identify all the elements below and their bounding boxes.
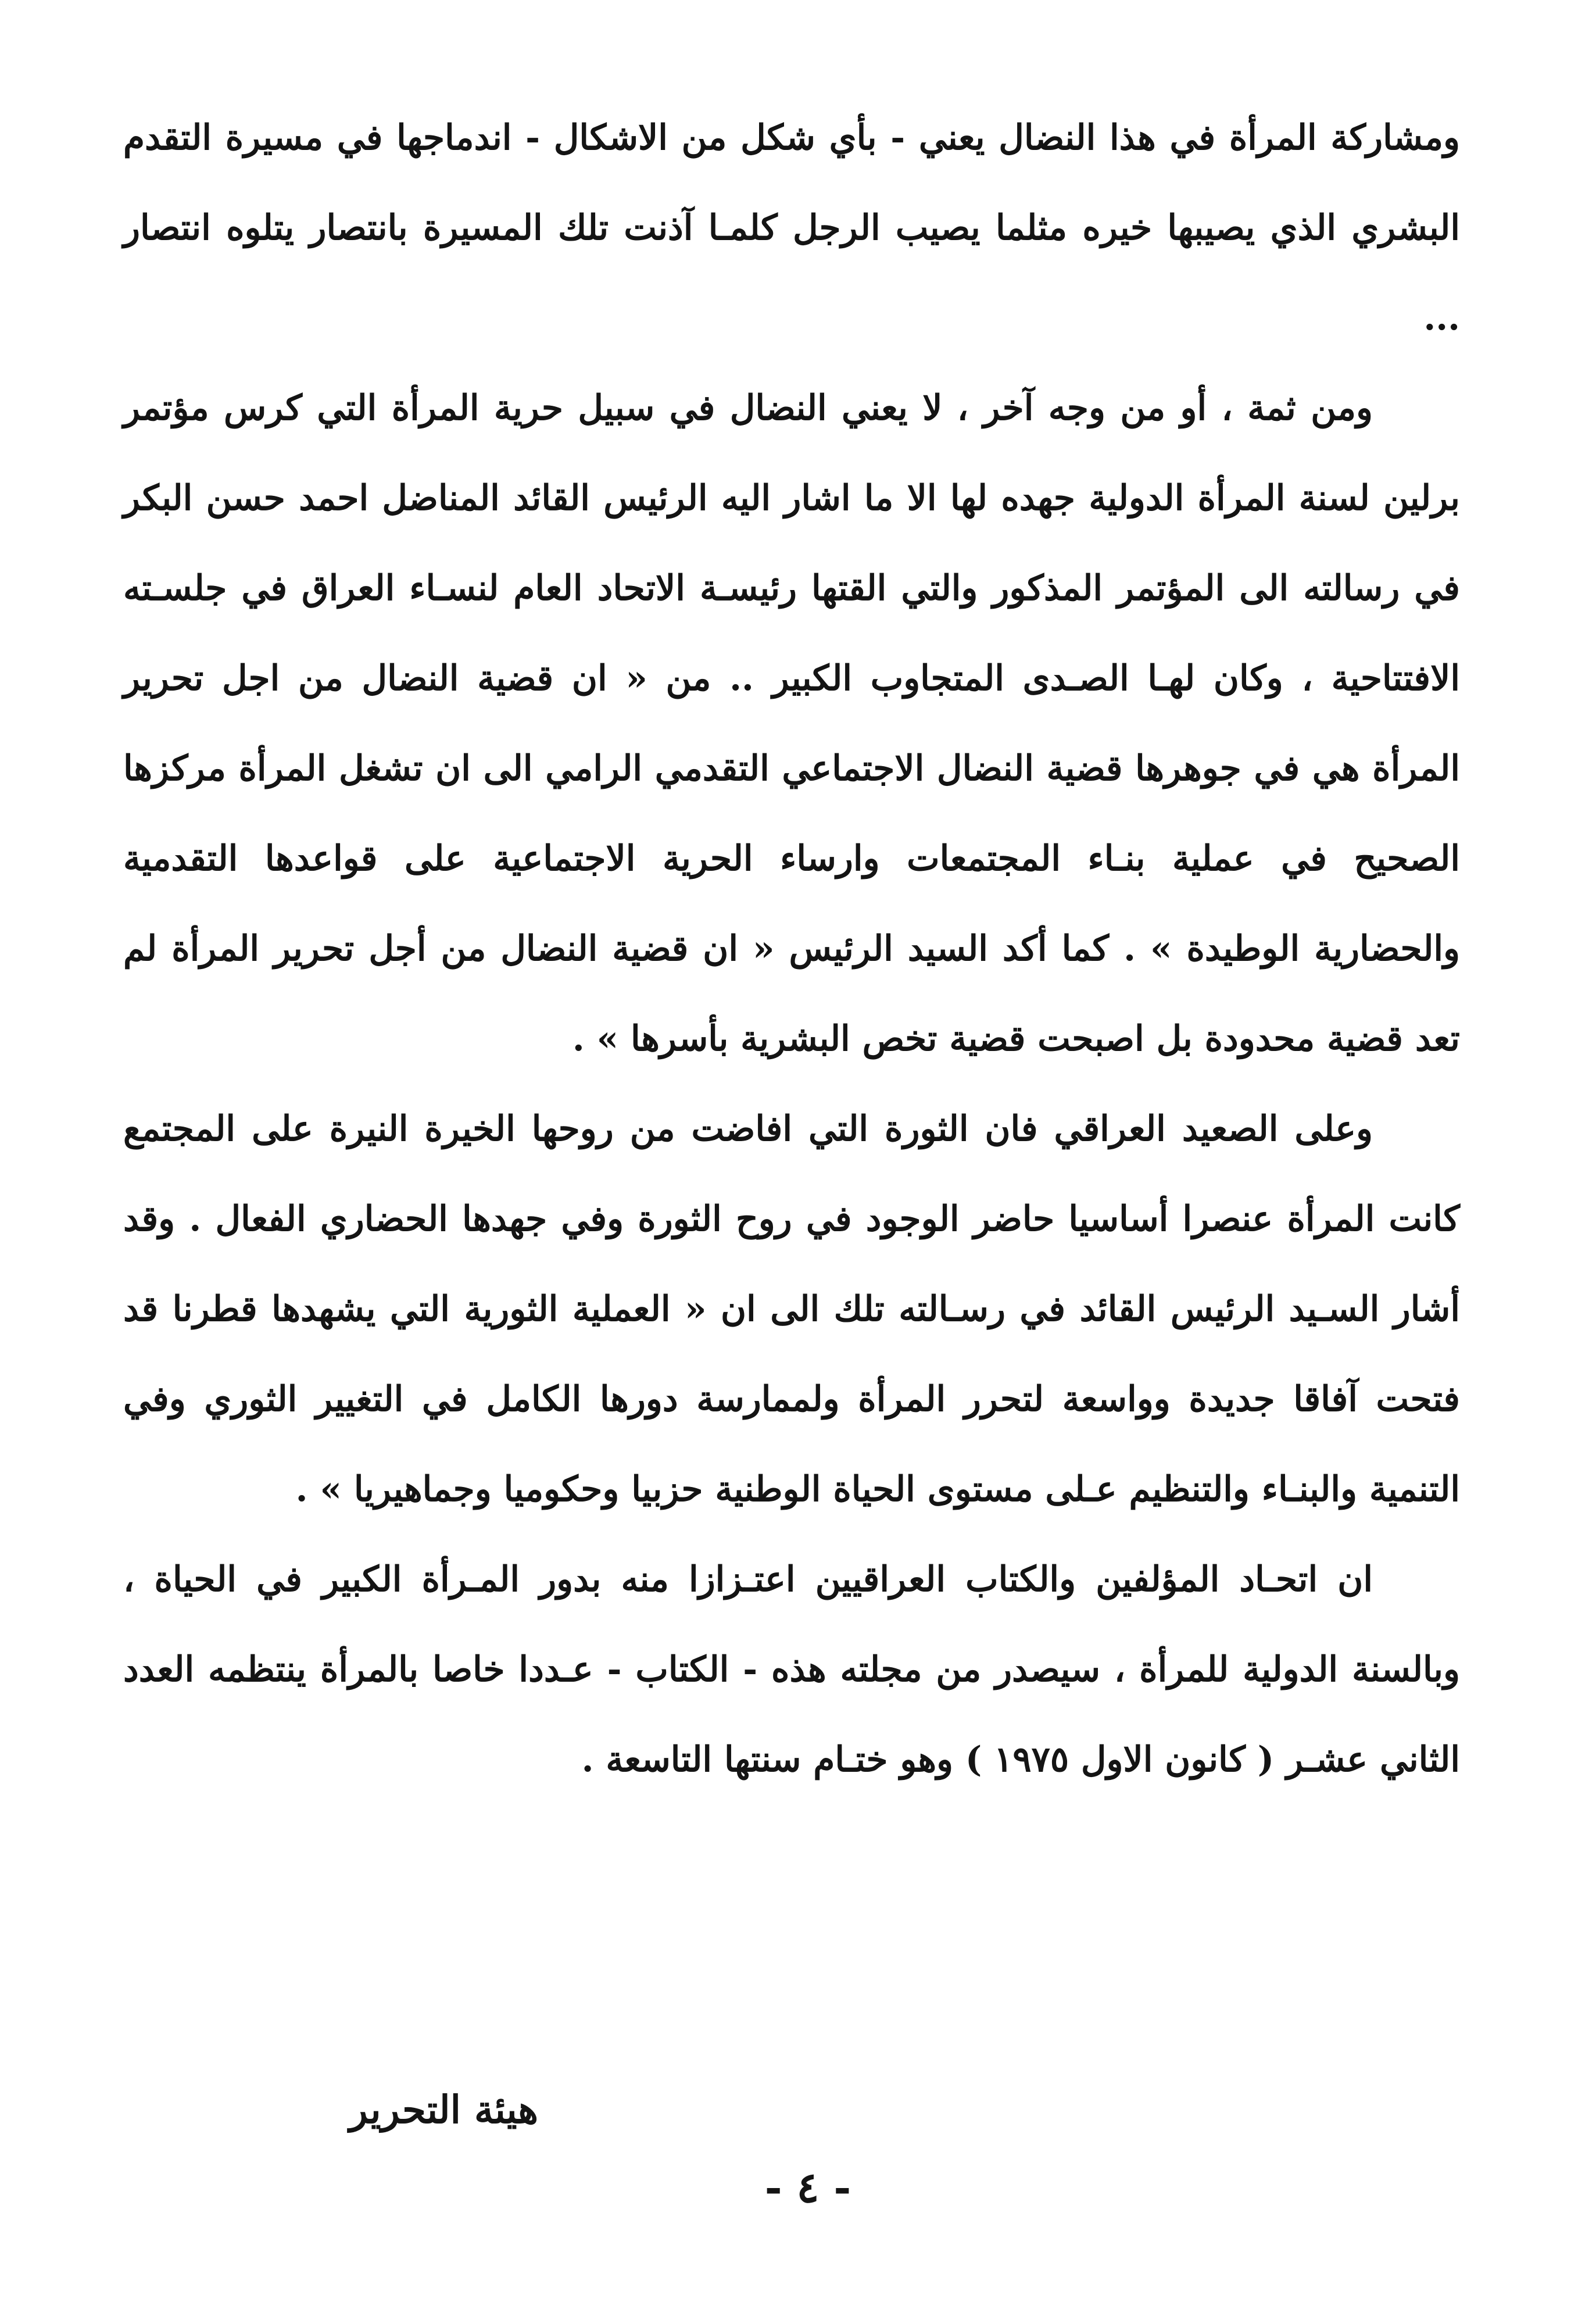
paragraph-2: ومن ثمة ، أو من وجه آخر ، لا يعني النضال في سبيل حرية المرأة التي كرس مؤتمر برلين لسنة المرأة الدولية جهده لها الا ما اشار اليه الرئيس القائد المناضل احمد حسن البكر في رسالته الى المؤتمر المذكور والتي القتها رئيسـة الاتحاد العام لنسـاء العراق في جلسـته الافتتاحية ، وكان لهـا الصـدى المتجاوب الكبير .. من « ان قضية النضال من اجل تحرير المرأة هي في جوهرها قضية النضال الاجتماعي التقدمي الرامي الى ان تشغل المرأة مركزها الصحيح في عملية بنـاء المجتمعات وارساء الحرية الاجتماعية على قواعدها التقدمية والحضارية الوطيدة » . كما أكد السيد الرئيس « ان قضية النضال من أجل تحرير المرأة لم تعد قضية محدودة بل اصبحت قضية تخص البشرية بأسرها » .	[123, 388, 1460, 1059]
paragraph-3: وعلى الصعيد العراقي فان الثورة التي افاضت من روحها الخيرة النيرة على المجتمع كانت المرأة عنصرا أساسيا حاضر الوجود في روح الثورة وفي جهدها الحضاري الفعال . وقد أشار السـيد الرئيس القائد في رسـالته تلك الى ان « العملية الثورية التي يشهدها قطرنا قد فتحت آفاقا جديدة وواسعة لتحرر المرأة ولممارسة دورها الكامل في التغيير الثوري وفي التنمية والبنـاء والتنظيم عـلى مستوى الحياة الوطنية حزبيا وحكوميا وجماهيريا » .	[123, 1109, 1460, 1510]
body-text	[123, 93, 1460, 1805]
page-number: - ٤ -	[764, 2162, 851, 2212]
signature: هيئة التحرير	[349, 2087, 538, 2132]
paragraph-1: ومشاركة المرأة في هذا النضال يعني - بأي شكل من الاشكال - اندماجها في مسيرة التقدم البشري الذي يصيبها خيره مثلما يصيب الرجل كلمـا آذنت تلك المسيرة بانتصار يتلوه انتصار ...	[123, 117, 1461, 338]
paragraph-4: ان اتحـاد المؤلفين والكتاب العراقيين اعتـزازا منه بدور المـرأة الكبير في الحياة ، وبالسنة الدولية للمرأة ، سيصدر من مجلته هذه - الكتاب - عـددا خاصا بالمرأة ينتظمه العدد الثاني عشـر ( كانون الاول ١٩٧٥ ) وهو ختـام سنتها التاسعة .	[123, 1559, 1460, 1780]
